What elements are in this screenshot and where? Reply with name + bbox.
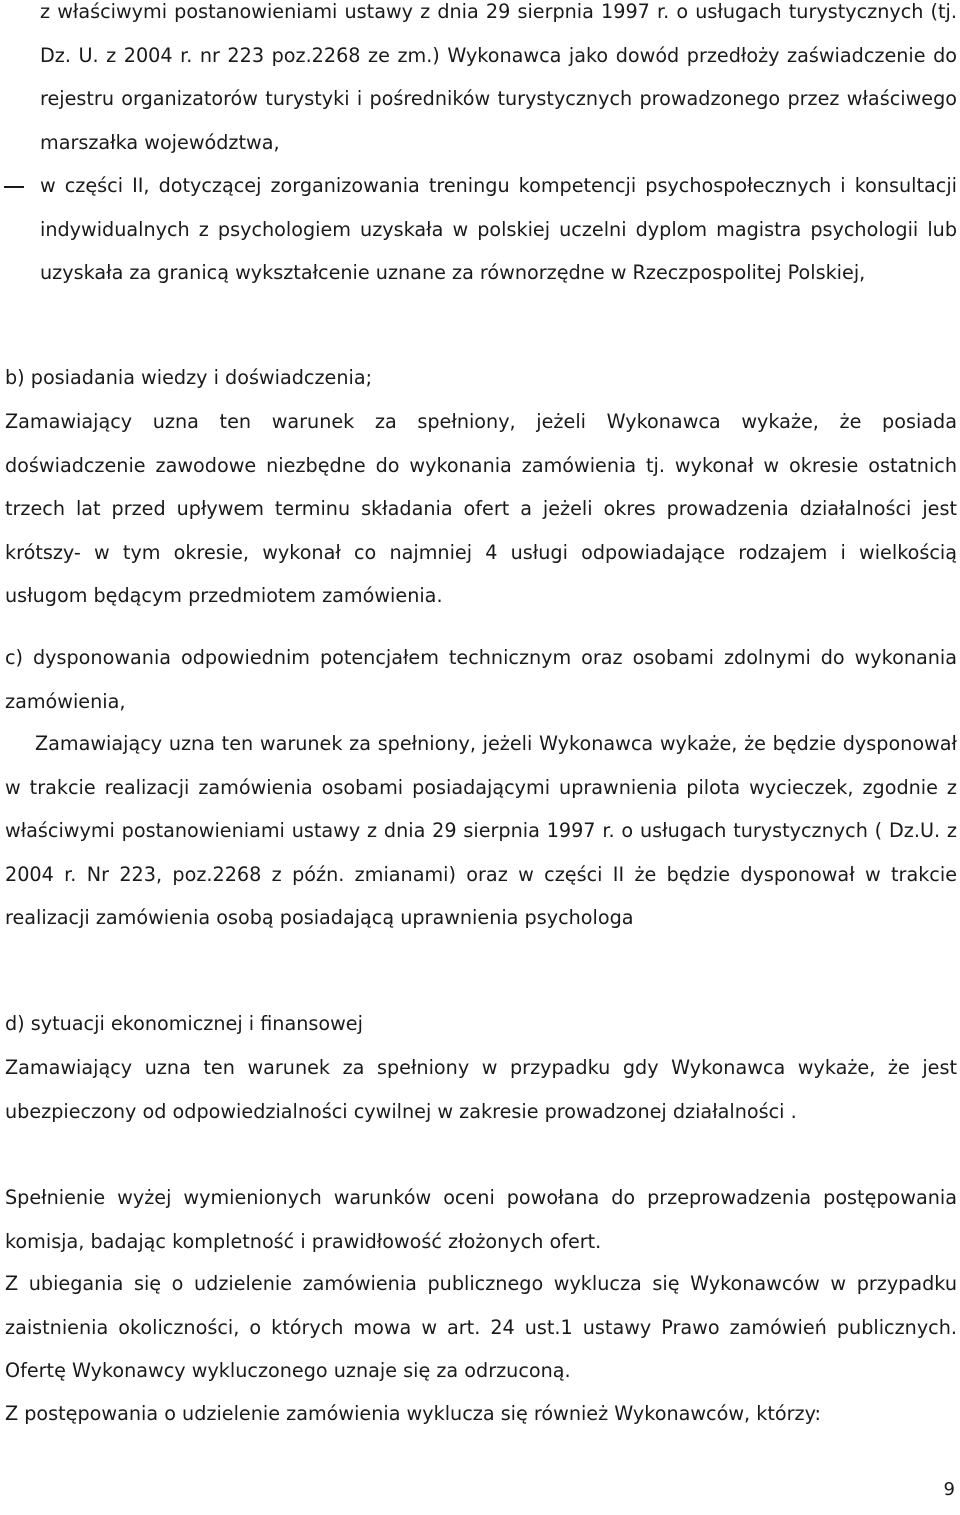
section-b-heading: b) posiadania wiedzy i doświadczenia; bbox=[5, 366, 373, 389]
page-number: 9 bbox=[943, 1479, 955, 1500]
section-c-heading: c) dysponowania odpowiednim potencjałem technicznym oraz osobami zdolnymi do wykonania zamówienia, bbox=[5, 646, 957, 713]
paragraph-evaluation: Spełnienie wyżej wymienionych warunków oceni powołana do przeprowadzenia postępowania komisja, badając kompletność i prawidłowość złożonych ofert. bbox=[5, 1186, 957, 1253]
paragraph-exclusion: Z ubiegania się o udzielenie zamówienia publicznego wyklucza się Wykonawców w przypadku zaistnienia okoliczności, o których mowa w art. 24 ust.1 ustawy Prawo zamówień publicznych. Ofertę Wykonawcy wykluczonego uznaje się za odrzuconą. bbox=[5, 1272, 957, 1382]
section-c-body: Zamawiający uzna ten warunek za spełniony, jeżeli Wykonawca wykaże, że będzie dysponował w trakcie realizacji zamówienia osobami posiadającymi uprawnienia pilota wycieczek, zgodnie z właściwymi postanowieniami ustawy z dnia 29 sierpnia 1997 r. o usługach turystycznych ( Dz.U. z 2004 r. Nr 223, poz.2268 z późn. zmianami) oraz w części II że będzie dysponował w trakcie realizacji zamówienia osobą posiadającą uprawnienia psychologa bbox=[5, 732, 957, 929]
dash-bullet bbox=[4, 186, 24, 188]
section-d-body: Zamawiający uzna ten warunek za spełniony w przypadku gdy Wykonawca wykaże, że jest ubezpieczony od odpowiedzialności cywilnej w zakresie prowadzonej działalności . bbox=[5, 1056, 957, 1123]
section-b-body: Zamawiający uzna ten warunek za spełniony, jeżeli Wykonawca wykaże, że posiada doświadczenie zawodowe niezbędne do wykonania zamówienia tj. wykonał w okresie ostatnich trzech lat przed upływem terminu składania ofert a jeżeli okres prowadzenia działalności jest krótszy- w tym okresie, wykonał co najmniej 4 usługi odpowiadające rodzajem i wielkością usługom będącym przedmiotem zamówienia. bbox=[5, 410, 957, 607]
section-d-heading: d) sytuacji ekonomicznej i finansowej bbox=[5, 1012, 363, 1035]
paragraph-part-two: w części II, dotyczącej zorganizowania treningu kompetencji psychospołecznych i konsultacji indywidualnych z psychologiem uzyskała w polskiej uczelni dyplom magistra psychologii lub uzyskała za granicą wykształcenie uznane za równorzędne w Rzeczpospolitej Polskiej, bbox=[40, 174, 957, 284]
paragraph-also-excluded: Z postępowania o udzielenie zamówienia wyklucza się również Wykonawców, którzy: bbox=[5, 1402, 821, 1425]
paragraph-intro: z właściwymi postanowieniami ustawy z dnia 29 sierpnia 1997 r. o usługach turystycznych (tj. Dz. U. z 2004 r. nr 223 poz.2268 ze zm.) Wykonawca jako dowód przedłoży zaświadczenie do rejestru organizatorów turystyki i pośredników turystycznych prowadzonego przez właściwego marszałka województwa, bbox=[40, 0, 957, 154]
